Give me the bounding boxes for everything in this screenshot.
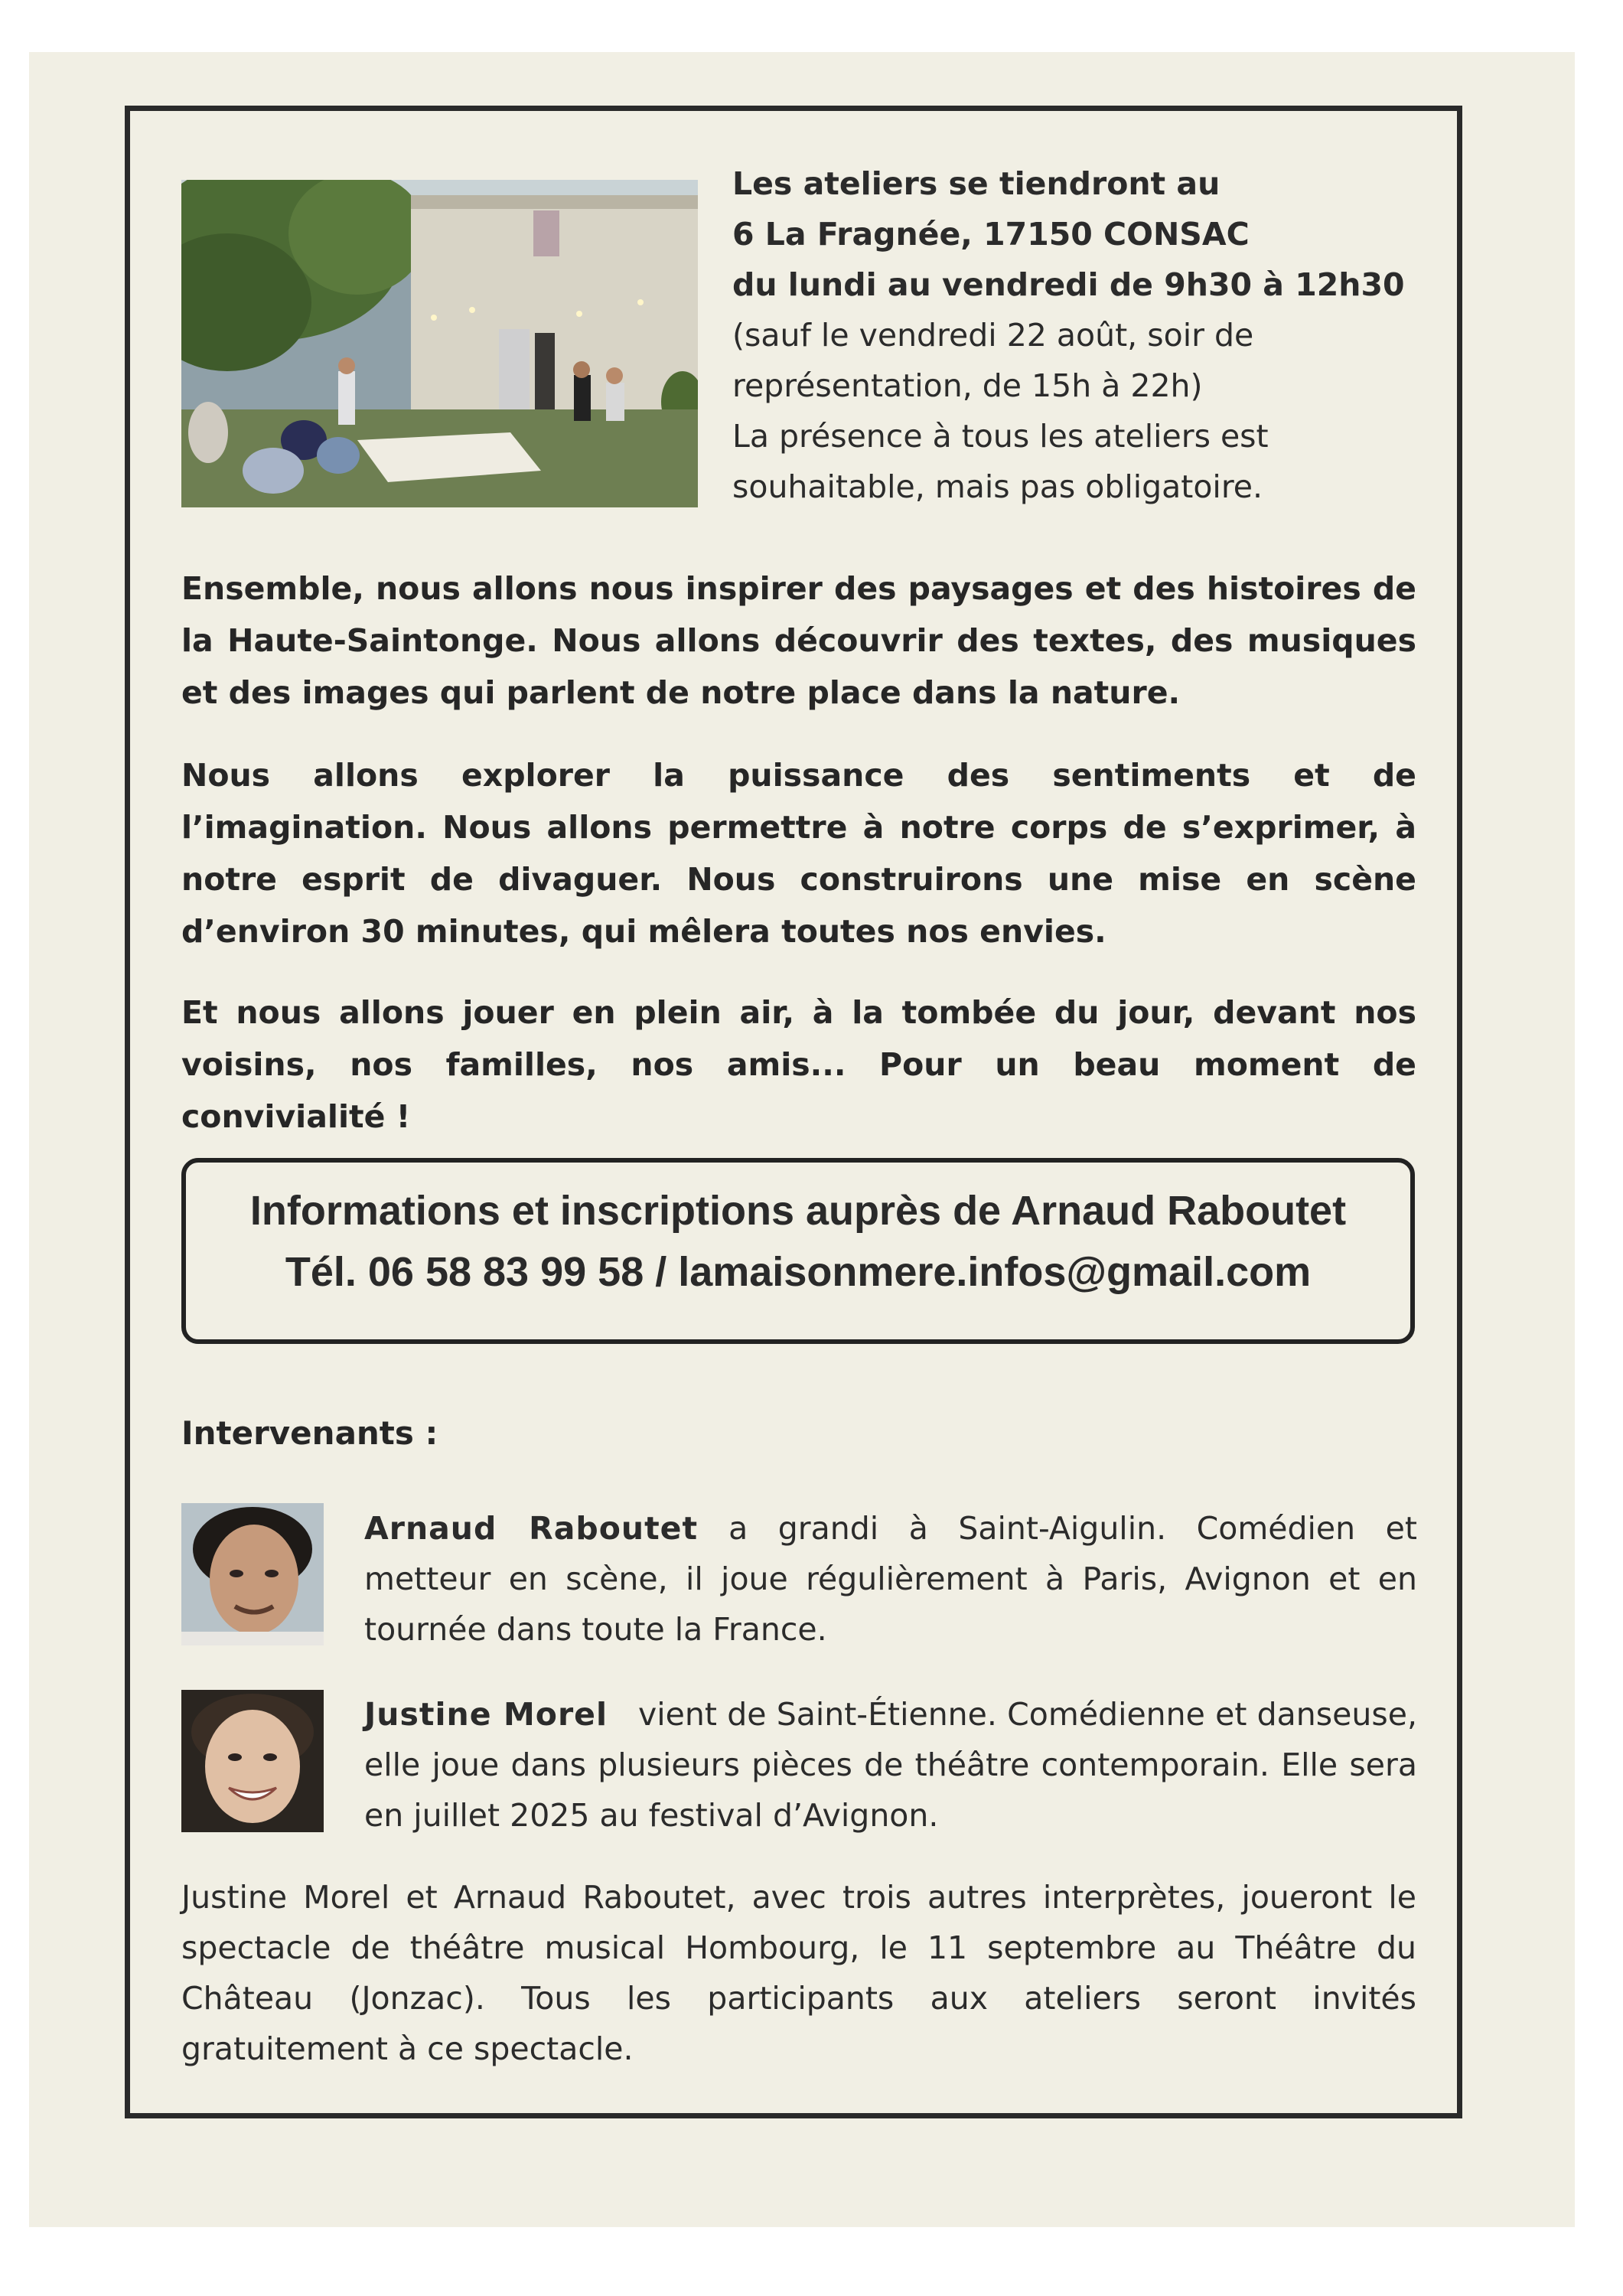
contact-heading: Informations et inscriptions auprès de Arnaud Raboutet — [249, 1188, 1347, 1234]
bio-arnaud-raboutet — [364, 1503, 1417, 1655]
closing-paragraph: Justine Morel et Arnaud Raboutet, avec trois autres interprètes, joueront le spectacle de théâtre musical Hombourg, le 11 septembre au Théâtre du Château (Jonzac). Tous les participants aux ateliers seront invités gratuitement à ce spectacle. — [181, 1879, 1416, 2067]
intro-schedule: du lundi au vendredi de 9h30 à 12h30 — [732, 266, 1405, 303]
bio-name-2: Justine Morel — [364, 1696, 608, 1733]
intro-line-7: souhaitable, mais pas obligatoire. — [732, 468, 1263, 505]
portrait-arnaud-raboutet — [181, 1503, 324, 1645]
contact-info-box — [181, 1158, 1415, 1344]
portrait-justine-morel — [181, 1690, 324, 1832]
intro-line-6: La présence à tous les ateliers est — [732, 418, 1269, 455]
bio-justine-morel — [364, 1689, 1417, 1841]
paragraph-exploration: Nous allons explorer la puissance des sentiments et de l’imagination. Nous allons permettre à notre corps de s’exprimer, à notre esprit de divaguer. Nous construirons une mise en scène d’environ 30 minutes, qui mêlera toutes nos envies. — [181, 757, 1416, 950]
bio-text-1: a grandi à Saint-Aigulin. Comédien et metteur en scène, il joue régulièrement à Paris, Avignon et en tournée dans toute la France. — [364, 1510, 1417, 1648]
paragraph-performance: Et nous allons jouer en plein air, à la tombée du jour, devant nos voisins, nos familles, nos amis... Pour un beau moment de convivialité ! — [181, 994, 1416, 1135]
intro-line-5: représentation, de 15h à 22h) — [732, 367, 1203, 404]
intro-line-1: Les ateliers se tiendront au — [732, 165, 1221, 202]
bio-text-2: vient de Saint-Étienne. Comédienne et danseuse, elle joue dans plusieurs pièces de théâtre contemporain. Elle sera en juillet 2025 au festival d’Avignon. — [364, 1696, 1417, 1834]
contact-phone-email[interactable]: Tél. 06 58 83 99 58 / lamaisonmere.infos@gmail.com — [285, 1249, 1312, 1295]
paragraph-inspiration: Ensemble, nous allons nous inspirer des paysages et des histoires de la Haute-Saintonge. Nous allons découvrir des textes, des musiques et des images qui parlent de notre place dans la nature. — [181, 570, 1416, 711]
workshop-details — [732, 158, 1421, 512]
workshop-venue-photo — [181, 180, 698, 507]
intro-address: 6 La Fragnée, 17150 CONSAC — [732, 216, 1250, 253]
intro-line-4: (sauf le vendredi 22 août, soir de — [732, 317, 1254, 354]
bio-name-1: Arnaud Raboutet — [364, 1510, 699, 1547]
intervenants-heading: Intervenants : — [181, 1414, 438, 1452]
